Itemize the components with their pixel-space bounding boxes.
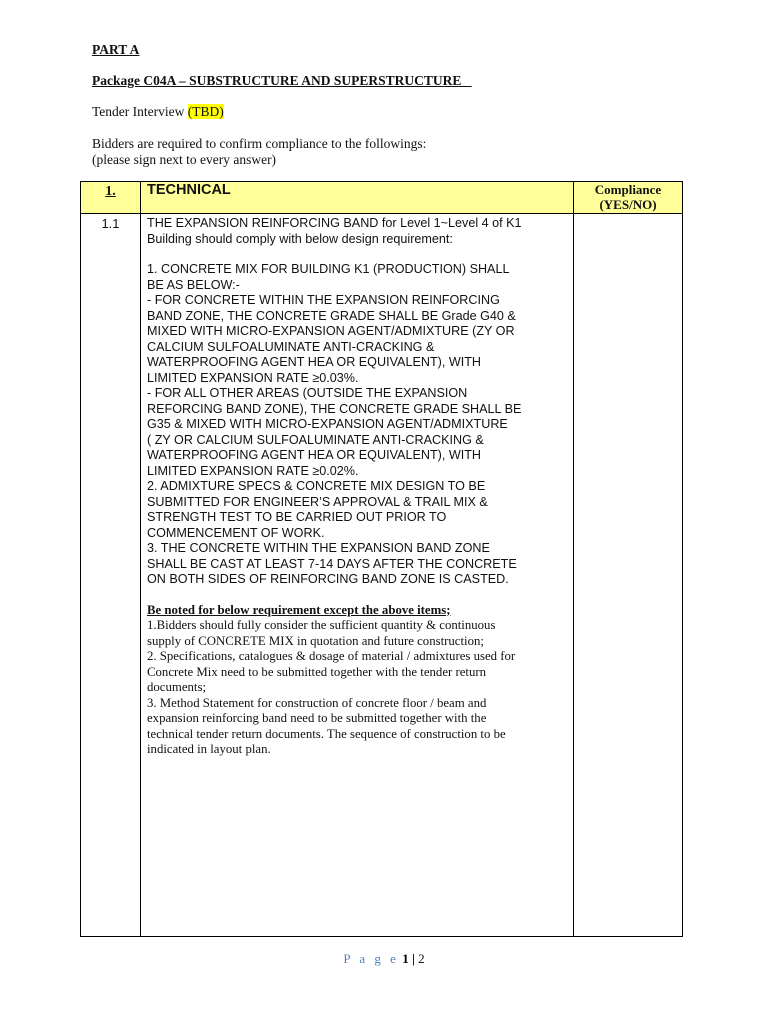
requirement-cell (141, 214, 574, 937)
note-line: Concrete Mix need to be submitted together with the tender return (147, 664, 487, 679)
compliance-header (574, 182, 683, 214)
compliance-options: (YES/NO) (599, 197, 657, 212)
page-footer (0, 951, 768, 967)
total-pages: 2 (418, 951, 425, 966)
requirement-line: REFORCING BAND ZONE), THE CONCRETE GRADE SHALL BE (147, 401, 522, 416)
requirement-line: LIMITED EXPANSION RATE ≥0.03%. (147, 370, 359, 385)
tender-date-highlight: (TBD) (187, 104, 224, 119)
table-header-row (81, 182, 683, 214)
tender-label: Tender Interview (92, 104, 188, 119)
page-label: P a g e (343, 951, 399, 966)
section-title: TECHNICAL (141, 182, 574, 214)
requirement-line: BAND ZONE, THE CONCRETE GRADE SHALL BE Grade G40 & (147, 308, 516, 323)
intro-line: Bidders are required to confirm compliance to the followings: (92, 136, 427, 151)
requirement-intro (147, 216, 567, 247)
row-number: 1.1 (81, 214, 141, 937)
requirement-line: MIXED WITH MICRO-EXPANSION AGENT/ADMIXTURE (ZY OR (147, 324, 515, 338)
note-line: 2. Specifications, catalogues & dosage of material / admixtures used for (147, 649, 516, 663)
page-number: 1 (402, 951, 409, 966)
note-line: indicated in layout plan. (147, 742, 271, 756)
compliance-table (80, 181, 683, 937)
requirement-line: 3. THE CONCRETE WITHIN THE EXPANSION BAND ZONE (147, 541, 490, 555)
requirement-line: - FOR ALL OTHER AREAS (OUTSIDE THE EXPANSION (147, 386, 468, 400)
requirement-line: STRENGTH TEST TO BE CARRIED OUT PRIOR TO (147, 510, 447, 524)
requirement-line: WATERPROOFING AGENT HEA OR EQUIVALENT), WITH (147, 448, 481, 462)
requirement-line: BE AS BELOW:- (147, 277, 240, 292)
note-line: technical tender return documents. The sequence of construction to be (147, 726, 506, 741)
section-number-cell (81, 182, 141, 214)
requirement-line: SHALL BE CAST AT LEAST 7-14 DAYS AFTER THE CONCRETE (147, 556, 517, 571)
intro-text (92, 136, 426, 167)
note-line: documents; (147, 680, 206, 694)
note-line: expansion reinforcing band need to be submitted together with the (147, 711, 487, 725)
requirement-line: WATERPROOFING AGENT HEA OR EQUIVALENT), WITH (147, 355, 481, 369)
requirement-line: SUBMITTED FOR ENGINEER’S APPROVAL & TRAIL MIX & (147, 494, 488, 509)
note-line: 3. Method Statement for construction of concrete floor / beam and (147, 695, 487, 710)
table-row (81, 214, 683, 937)
requirement-list (147, 262, 567, 588)
note-line: 1.Bidders should fully consider the sufficient quantity & continuous (147, 618, 496, 632)
intro-line: (please sign next to every answer) (92, 151, 277, 167)
requirement-line: ( ZY OR CALCIUM SULFOALUMINATE ANTI-CRACKING & (147, 432, 484, 447)
tender-interview (92, 104, 224, 120)
compliance-answer-cell[interactable] (574, 214, 683, 937)
note-line: supply of CONCRETE MIX in quotation and future construction; (147, 633, 484, 648)
note-list (147, 618, 567, 758)
section-number: 1. (105, 184, 116, 199)
requirement-line: - FOR CONCRETE WITHIN THE EXPANSION REINFORCING (147, 293, 500, 307)
page-separator: | (408, 951, 419, 966)
part-heading: PART A (92, 42, 140, 57)
requirement-intro-line: THE EXPANSION REINFORCING BAND for Level 1~Level 4 of K1 (147, 216, 522, 230)
package-title: Package C04A – SUBSTRUCTURE AND SUPERSTRUCTURE _ (92, 73, 472, 88)
compliance-label: Compliance (594, 182, 662, 197)
requirement-line: 2. ADMIXTURE SPECS & CONCRETE MIX DESIGN TO BE (147, 479, 486, 493)
requirement-line: LIMITED EXPANSION RATE ≥0.02%. (147, 463, 359, 478)
requirement-line: 1. CONCRETE MIX FOR BUILDING K1 (PRODUCTION) SHALL (147, 262, 510, 276)
requirement-line: COMMENCEMENT OF WORK. (147, 525, 325, 540)
requirement-intro-line: Building should comply with below design requirement: (147, 231, 453, 246)
requirement-line: ON BOTH SIDES OF REINFORCING BAND ZONE IS CASTED. (147, 572, 509, 586)
note-heading: Be noted for below requirement except the above items; (147, 602, 451, 617)
requirement-line: CALCIUM SULFOALUMINATE ANTI-CRACKING & (147, 339, 435, 354)
requirement-line: G35 & MIXED WITH MICRO-EXPANSION AGENT/ADMIXTURE (147, 417, 508, 431)
